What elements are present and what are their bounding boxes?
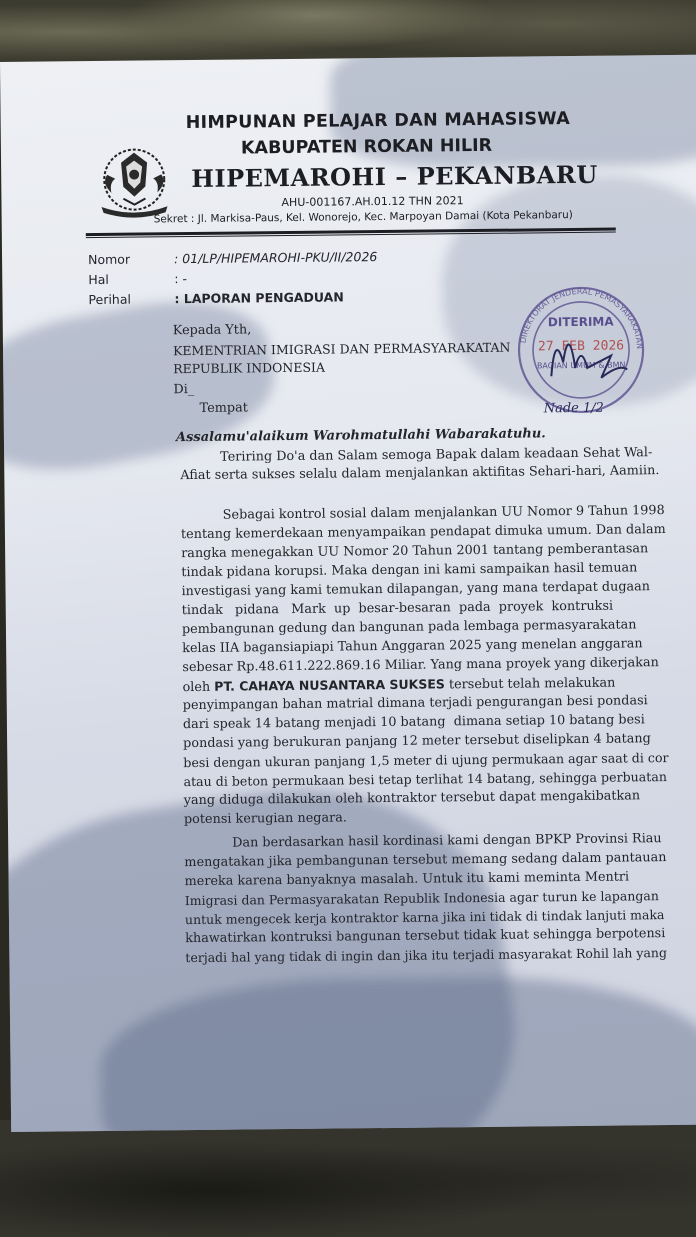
paragraph-2-line: pondasi yang berukuran panjang 12 meter tersebut diselipkan 4 batang: [183, 731, 651, 752]
received-stamp: [514, 283, 647, 416]
paragraph-2-line: besi dengan ukuran panjang 1,5 meter di ujung permukaan agar saat di cor: [183, 750, 669, 771]
paragraph-3-line: Dan berdasarkan hasil kordinasi kami dengan BPKP Provinsi Riau: [232, 831, 662, 851]
paragraph-2-line: kelas IIA bagansiapiapi Tahun Anggaran 2025 yang menelan anggaran: [182, 636, 643, 657]
salutation: Assalamu'alaikum Warohmatullahi Wabarakatuhu.: [175, 426, 546, 446]
paragraph-3-line: untuk mengecek kerja kontraktor karna jika ini tidak di tindak lanjuti maka: [184, 907, 665, 928]
recipient-greeting: Kepada Yth,: [172, 322, 252, 339]
paragraph-2-line: Sebagai kontrol sosial dalam menjalankan UU Nomor 9 Tahun 1998: [222, 503, 665, 523]
recipient-place: Tempat: [199, 400, 248, 416]
paragraph-2-line: dari speak 14 batang menjadi 10 batang dimana setiap 10 batang besi: [182, 712, 645, 733]
meta-nomor: [88, 249, 377, 267]
paragraph-3-line: khawatirkan kontruksi bangunan tersebut tidak kuat sehingga berpotensi: [185, 926, 666, 947]
company-name: PT. CAHAYA NUSANTARA SUKSES: [214, 676, 445, 694]
paragraph-2-line: pembangunan gedung dan bangunan pada lembaga permasyarakatan: [181, 617, 637, 638]
stamp-handwriting: Nade 1/2: [543, 400, 604, 417]
stamp-inner-text: BAGIAN UMUM & BMN: [536, 360, 626, 371]
oleh-text: oleh: [182, 679, 211, 696]
paragraph-2-line: tindak pidana Mark up besar-besaran pada proyek kontruksi: [181, 598, 614, 619]
stamp-diterima: DITERIMA: [547, 314, 614, 330]
meta-value: : -: [174, 271, 188, 287]
meta-label: Hal: [88, 271, 109, 288]
paragraph-2-line: tentang kemerdekaan menyampaikan pendapat dimuka umum. Dan dalam: [180, 522, 666, 543]
letterhead-title: HIPEMAROHI – PEKANBARU: [191, 159, 598, 194]
after-company-text: tersebut telah melakukan: [448, 675, 616, 693]
paragraph-3-line: mengatakan jika pembangunan tersebut memang sedang dalam pantauan: [184, 850, 667, 871]
paragraph-2-line: atau di beton permukaan besi tetap terlihat 14 batang, sehingga perbuatan: [183, 769, 667, 790]
meta-value: : LAPORAN PENGADUAN: [174, 289, 344, 307]
paragraph-2-line: investigasi yang kami temukan dilapangan, yang mana terdapat dugaan: [181, 579, 651, 600]
stamp-ring-text: DIREKTORAT JENDERAL PEMASYARAKATAN: [518, 286, 645, 350]
paragraph-2-line: sebesar Rp.48.611.222.869.16 Miliar. Yang mana proyek yang dikerjakan: [182, 655, 659, 676]
background-surface-bottom: [0, 1120, 696, 1237]
registration-number: AHU-001167.AH.01.12 THN 2021: [281, 194, 464, 210]
paragraph-3-line: terjadi hal yang tidak di ingin dan jika itu terjadi masyarakat Rohil lah yang: [185, 945, 668, 966]
paragraph-3-line: mereka karena banyaknya masalah. Untuk itu kami meminta Mentri: [184, 869, 630, 890]
organization-logo: [93, 138, 176, 221]
letter-paper: [0, 55, 696, 1132]
letterhead-line-1: HIMPUNAN PELAJAR DAN MAHASISWA: [185, 109, 571, 134]
meta-value: : 01/LP/HIPEMAROHI-PKU/II/2026: [173, 249, 378, 267]
meta-label: Perihal: [88, 291, 132, 308]
secretariat-address: Sekret : Jl. Markisa-Paus, Kel. Wonorejo, Kec. Marpoyan Damai (Kota Pekanbaru): [153, 209, 573, 226]
recipient-di: Di_: [173, 381, 195, 398]
letterhead-line-2: KABUPATEN ROKAN HILIR: [240, 135, 493, 159]
recipient-name-1: KEMENTRIAN IMIGRASI DAN PERMASYARAKATAN: [172, 339, 511, 359]
paragraph-1-line: Afiat serta sukses selalu dalam menjalankan aktifitas Sehari-hari, Aamiin.: [180, 463, 660, 484]
stamp-date: 27 FEB 2026: [537, 338, 625, 355]
letter-content: [0, 55, 696, 1132]
paragraph-2-company-line: [182, 675, 615, 696]
paragraph-2-line: potensi kerugian negara.: [183, 810, 347, 828]
paragraph-2-line: yang diduga dilakukan oleh kontraktor tersebut dapat mengakibatkan: [183, 788, 641, 809]
paragraph-1-line: Teriring Do'a dan Salam semoga Bapak dalam keadaan Sehat Wal-: [220, 445, 653, 465]
paragraph-2-line: tindak pidana korupsi. Maka dengan ini kami sampaikan hasil temuan: [181, 560, 638, 581]
meta-perihal: [88, 289, 343, 307]
recipient-name-2: REPUBLIK INDONESIA: [173, 359, 326, 377]
paragraph-2-line: rangka menegakkan UU Nomor 20 Tahun 2001 tantang pemberantasan: [181, 541, 649, 562]
paragraph-2-line: penyimpangan bahan matrial dimana terjadi pengurangan besi pondasi: [182, 693, 648, 714]
meta-hal: [88, 271, 187, 287]
paragraph-3-line: Imigrasi dan Permasyarakatan Republik Indonesia agar turun ke lapangan: [184, 888, 659, 909]
meta-label: Nomor: [87, 251, 131, 268]
